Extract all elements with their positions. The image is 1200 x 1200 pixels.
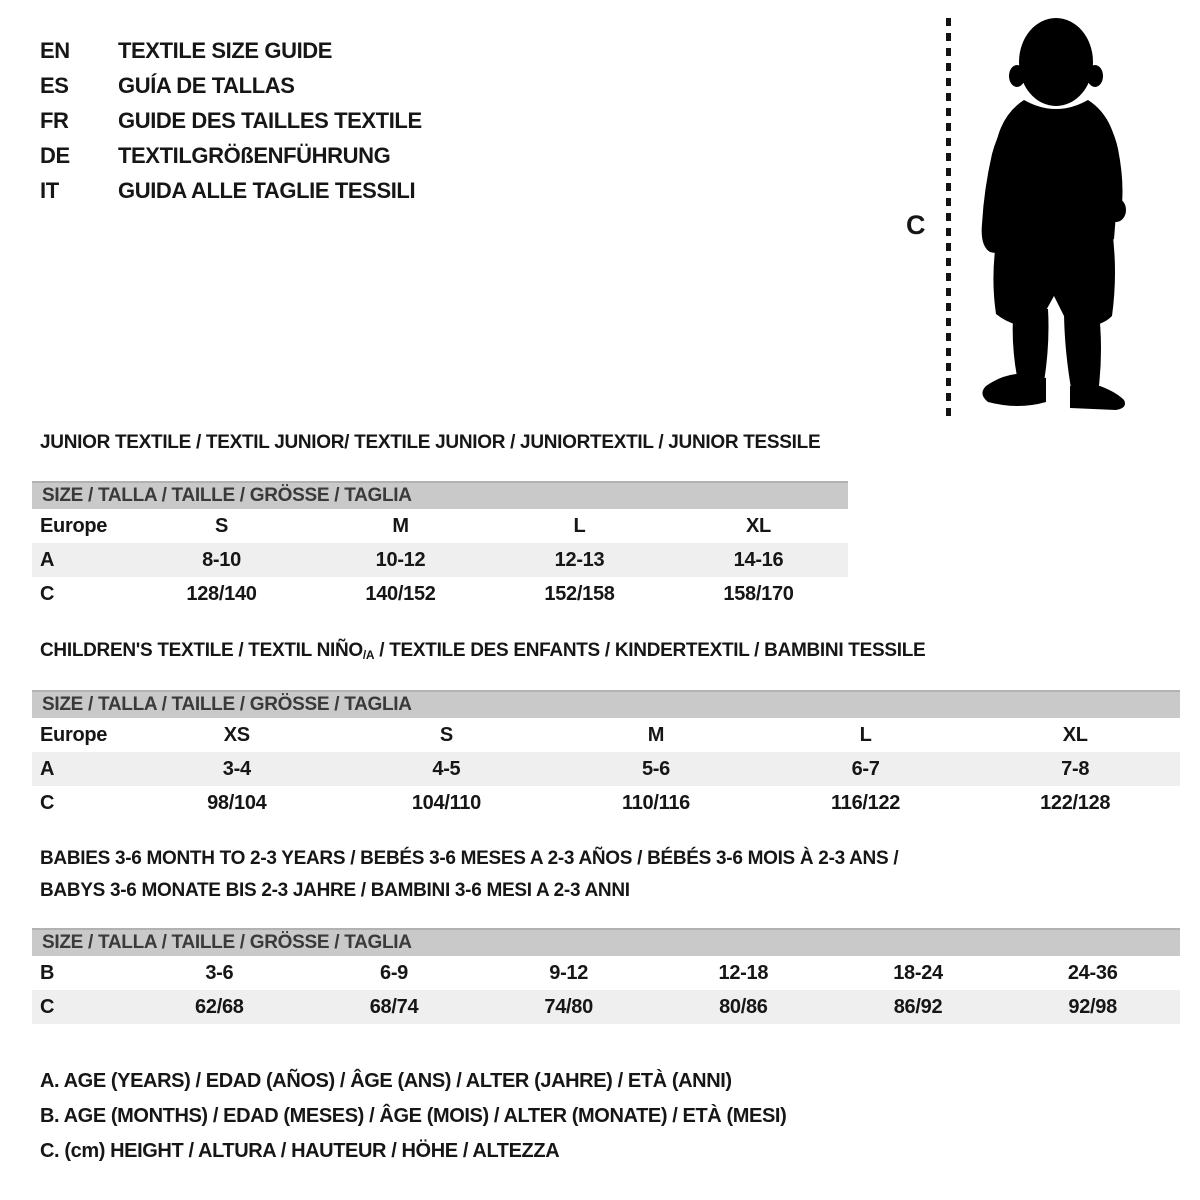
table-cell: 98/104 — [207, 791, 267, 814]
table-cell: XL — [1062, 723, 1088, 746]
table-cell: XS — [223, 723, 250, 746]
table-cell: 116/122 — [831, 791, 901, 814]
table-cell: L — [573, 514, 586, 537]
table-cell: 6-7 — [851, 757, 880, 780]
table-cell: L — [859, 723, 872, 746]
table-cell: 158/170 — [723, 582, 794, 605]
table-cell: 68/74 — [369, 995, 419, 1018]
table-cell: 92/98 — [1068, 995, 1117, 1018]
legend-age-years: A. AGE (YEARS) / EDAD (AÑOS) / ÂGE (ANS) / ALTER (JAHRE) / ETÀ (ANNI) — [40, 1070, 732, 1092]
table-cell: XL — [746, 514, 771, 537]
table-cell: 8-10 — [202, 548, 241, 571]
height-measure-dashed-line — [946, 18, 951, 416]
babies-section-title — [40, 843, 980, 907]
table-row — [32, 543, 848, 577]
table-cell: 7-8 — [1061, 757, 1090, 780]
junior-section-title: JUNIOR TEXTILE / TEXTIL JUNIOR/ TEXTILE JUNIOR / JUNIORTEXTIL / JUNIOR TESSILE — [40, 432, 821, 453]
row-label: Europe — [40, 514, 108, 537]
table-cell: 86/92 — [893, 995, 943, 1018]
language-label: TEXTILGRÖßENFÜHRUNG — [118, 142, 391, 168]
language-row-fr — [40, 103, 600, 138]
size-table-rows — [32, 956, 1180, 1024]
language-label: TEXTILE SIZE GUIDE — [118, 37, 333, 63]
language-label: GUIDA ALLE TAGLIE TESSILI — [118, 177, 416, 203]
table-row — [32, 752, 1180, 786]
table-cell: 14-16 — [733, 548, 784, 571]
language-code: DE — [40, 142, 70, 168]
children-section-title — [40, 640, 925, 666]
table-cell: 24-36 — [1067, 961, 1118, 984]
row-label: C — [40, 582, 55, 605]
table-cell: 104/110 — [411, 791, 481, 814]
height-measure-label: C — [906, 210, 926, 240]
table-cell: 110/116 — [621, 791, 690, 814]
row-label: C — [40, 995, 55, 1018]
babies-title-line2: BABYS 3-6 MONATE BIS 2-3 JAHRE / BAMBINI 3-6 MESI A 2-3 ANNI — [40, 880, 630, 901]
table-cell: 128/140 — [186, 582, 257, 605]
size-table-rows — [32, 509, 848, 611]
table-cell: 6-9 — [380, 961, 409, 984]
row-label: C — [40, 791, 55, 814]
table-cell: S — [439, 723, 453, 746]
language-label: GUÍA DE TALLAS — [118, 72, 295, 98]
children-title-main: CHILDREN'S TEXTILE / TEXTIL NIÑO — [40, 640, 363, 661]
table-cell: 140/152 — [365, 582, 436, 605]
babies-title-line1: BABIES 3-6 MONTH TO 2-3 YEARS / BEBÉS 3-6 MESES A 2-3 AÑOS / BÉBÉS 3-6 MOIS À 2-3 ANS / — [40, 848, 899, 869]
table-row — [32, 956, 1180, 990]
legend-age-months: B. AGE (MONTHS) / EDAD (MESES) / ÂGE (MOIS) / ALTER (MONATE) / ETÀ (MESI) — [40, 1105, 787, 1127]
table-cell: 74/80 — [544, 995, 593, 1018]
language-row-it — [40, 173, 600, 208]
table-cell: 62/68 — [195, 995, 244, 1018]
table-cell: 152/158 — [544, 582, 615, 605]
table-cell: 3-6 — [205, 961, 234, 984]
table-row — [32, 718, 1180, 752]
table-cell: 122/128 — [1040, 791, 1111, 814]
table-cell: 12-18 — [718, 961, 769, 984]
table-row — [32, 990, 1180, 1024]
size-table-rows — [32, 718, 1180, 820]
table-cell: 4-5 — [432, 757, 461, 780]
language-code: EN — [40, 37, 70, 63]
legend-height-cm: C. (cm) HEIGHT / ALTURA / HAUTEUR / HÖHE / ALTEZZA — [40, 1140, 560, 1162]
table-row — [32, 786, 1180, 820]
language-code: FR — [40, 107, 69, 133]
language-list — [40, 33, 600, 208]
language-row-en — [40, 33, 600, 68]
toddler-silhouette-icon — [966, 14, 1138, 414]
table-cell: M — [647, 723, 665, 746]
children-title-rest: / TEXTILE DES ENFANTS / KINDERTEXTIL / BAMBINI TESSILE — [374, 640, 926, 661]
table-cell: 10-12 — [375, 548, 426, 571]
table-row — [32, 509, 848, 543]
language-code: IT — [40, 177, 59, 203]
row-label: A — [40, 548, 55, 571]
babies-size-table — [32, 928, 1180, 1024]
children-size-table — [32, 690, 1180, 820]
language-row-de — [40, 138, 600, 173]
table-cell: S — [214, 514, 229, 537]
row-label: B — [40, 961, 55, 984]
table-cell: 18-24 — [893, 961, 943, 984]
row-label: A — [40, 757, 55, 780]
table-cell: M — [392, 514, 409, 537]
junior-size-table — [32, 481, 848, 611]
language-code: ES — [40, 72, 69, 98]
table-cell: 5-6 — [641, 757, 670, 780]
children-title-subscript: /A — [362, 648, 375, 662]
table-cell: 80/86 — [719, 995, 768, 1018]
language-label: GUIDE DES TAILLES TEXTILE — [118, 107, 422, 133]
table-cell: 9-12 — [549, 961, 589, 984]
size-table-header: SIZE / TALLA / TAILLE / GRÖSSE / TAGLIA — [32, 690, 1180, 718]
language-row-es — [40, 68, 600, 103]
row-label: Europe — [40, 723, 108, 746]
size-table-header: SIZE / TALLA / TAILLE / GRÖSSE / TAGLIA — [32, 481, 848, 509]
size-table-header: SIZE / TALLA / TAILLE / GRÖSSE / TAGLIA — [32, 928, 1180, 956]
table-cell: 12-13 — [554, 548, 605, 571]
table-cell: 3-4 — [222, 757, 251, 780]
table-row — [32, 577, 848, 611]
